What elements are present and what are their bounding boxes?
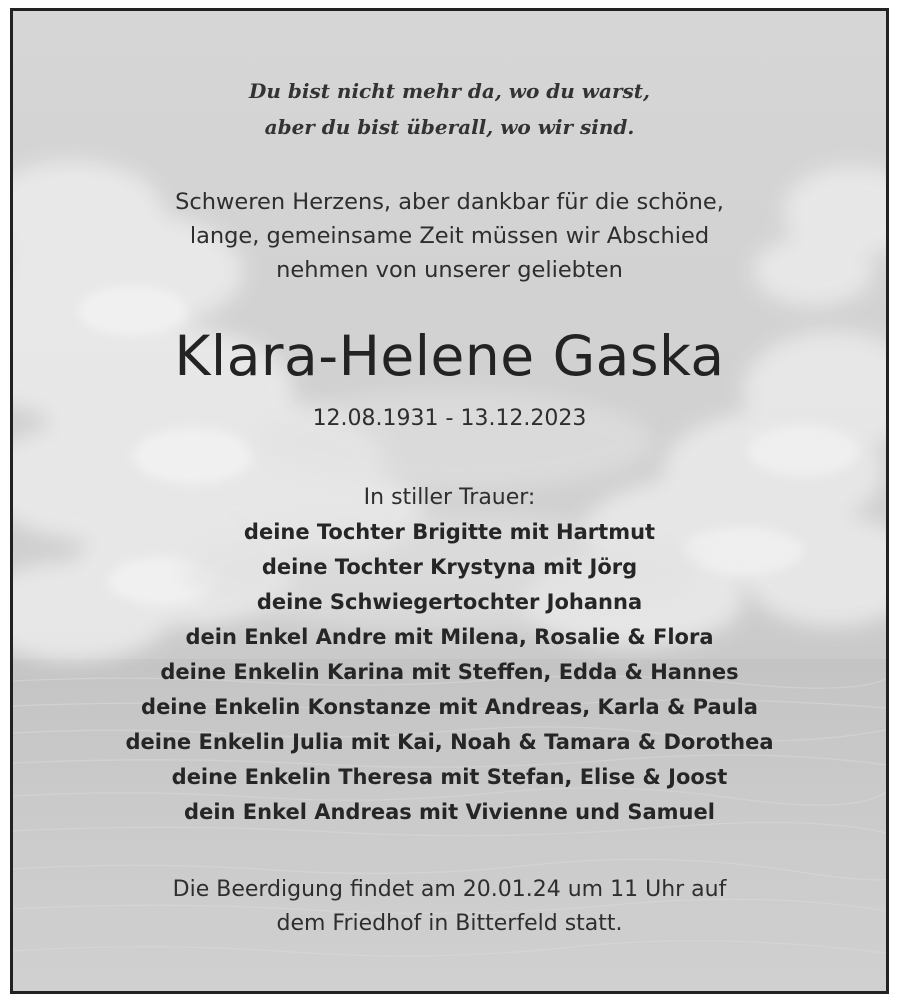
life-dates: 12.08.1931 - 13.12.2023: [312, 406, 587, 431]
mourner-line: deine Enkelin Julia mit Kai, Noah & Tamara & Dorothea: [125, 730, 774, 754]
mourner-line: deine Enkelin Karina mit Steffen, Edda & Hannes: [160, 660, 739, 684]
funeral-line: dem Friedhof in Bitterfeld statt.: [276, 911, 623, 936]
mourner-line: deine Tochter Krystyna mit Jörg: [261, 555, 638, 579]
mourners-list: [13, 515, 886, 830]
mourners-heading: In stiller Trauer:: [363, 485, 536, 510]
deceased-name: Klara-Helene Gaska: [174, 324, 725, 388]
intro-line: Schweren Herzens, aber dankbar für die schöne,: [175, 189, 724, 215]
obituary-content: [13, 11, 886, 991]
memorial-quote: [13, 73, 886, 145]
funeral-line: Die Beerdigung findet am 20.01.24 um 11 Uhr auf: [172, 877, 727, 902]
mourner-line: deine Tochter Brigitte mit Hartmut: [243, 520, 656, 544]
intro-line: lange, gemeinsame Zeit müssen wir Abschied: [189, 223, 710, 249]
quote-line: Du bist nicht mehr da, wo du warst,: [249, 79, 650, 103]
mourner-line: dein Enkel Andre mit Milena, Rosalie & Flora: [185, 625, 714, 649]
intro-line: nehmen von unserer geliebten: [276, 257, 623, 283]
funeral-notice: [13, 873, 886, 941]
mourner-line: deine Schwiegertochter Johanna: [256, 590, 643, 614]
quote-line: aber du bist überall, wo wir sind.: [264, 115, 635, 139]
mourner-line: dein Enkel Andreas mit Vivienne und Samuel: [184, 800, 715, 824]
mourner-line: deine Enkelin Theresa mit Stefan, Elise & Joost: [171, 765, 728, 789]
mourner-line: deine Enkelin Konstanze mit Andreas, Karla & Paula: [141, 695, 758, 719]
obituary-frame: [10, 8, 889, 994]
intro-text: [13, 185, 886, 287]
